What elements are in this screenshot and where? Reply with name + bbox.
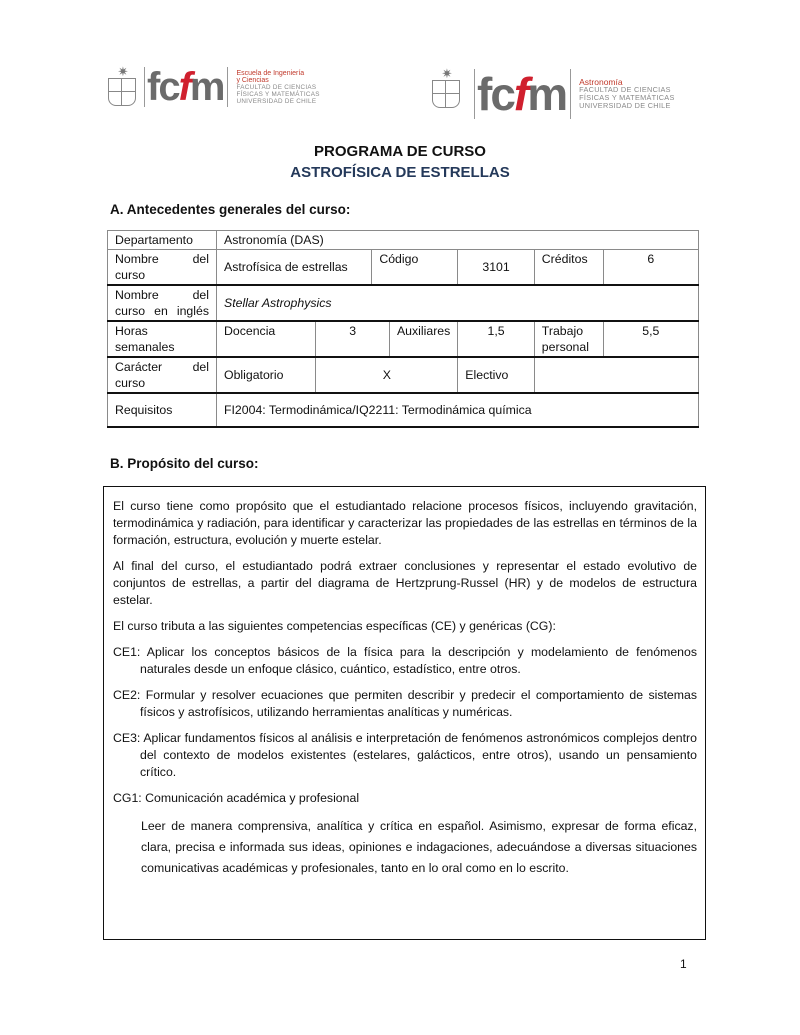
section-a-heading: A. Antecedentes generales del curso: (110, 202, 351, 217)
logo-astronomia (430, 68, 675, 120)
label-docencia: Docencia (217, 321, 316, 357)
university-crest-icon: ✷ (106, 66, 140, 108)
value-docencia: 3 (316, 321, 390, 357)
purpose-box (103, 486, 706, 940)
label-caracter: Carácter del curso (108, 357, 217, 393)
label-nombre-curso: Nombre del curso (108, 250, 217, 286)
logo-text: Astronomía FACULTAD DE CIENCIAS FÍSICAS Y MATEMÁTICAS UNIVERSIDAD DE CHILE (579, 77, 675, 110)
logo-escuela-ingenieria (106, 66, 320, 108)
table-row-departamento (108, 231, 699, 250)
label-codigo: Código (372, 250, 458, 286)
label-electivo: Electivo (458, 357, 535, 393)
label-auxiliares: Auxiliares (389, 321, 457, 357)
label-creditos: Créditos (534, 250, 603, 286)
fcfm-wordmark: fcfm (477, 68, 567, 120)
value-codigo: 3101 (458, 250, 535, 286)
document-title: PROGRAMA DE CURSO (314, 143, 486, 160)
value-departamento: Astronomía (DAS) (217, 231, 699, 250)
section-b-heading: B. Propósito del curso: (110, 456, 259, 471)
page-number: 1 (680, 957, 687, 971)
value-creditos: 6 (603, 250, 698, 286)
logo-divider (474, 69, 475, 119)
competency-ce3: CE3: Aplicar fundamentos físicos al análisis e interpretación de fenómenos astronómicos complejos dentro del contexto de modelos existentes (estelares, galácticos, entre otros), usando un pensamiento crítico. (113, 731, 697, 779)
competency-cg1-body: Leer de manera comprensiva, analítica y crítica en español. Asimismo, expresar de forma eficaz, clara, precisa e informada sus ideas, opiniones e indagaciones, adecuándose a diversas situaciones comunicativas académicas y profesionales, tanto en lo oral como en lo escrito. (141, 819, 697, 875)
purpose-paragraph: El curso tiene como propósito que el estudiantado relacione procesos físicos, incluyendo gravitación, termodinámica y radiación, para identificar y caracterizar las propiedades de las estrellas en términos de la formación, estructura, evolución y muerte estelar. (113, 499, 697, 547)
logo-divider (570, 69, 571, 119)
university-crest-icon: ✷ (430, 68, 470, 120)
table-row-nombre-ingles (108, 285, 699, 321)
value-requisitos: FI2004: Termodinámica/IQ2211: Termodinámica química (217, 393, 699, 427)
course-info-table (107, 230, 699, 428)
label-obligatorio: Obligatorio (217, 357, 316, 393)
competency-ce1: CE1: Aplicar los conceptos básicos de la física para la descripción y modelamiento de fenómenos naturales desde un enfoque clásico, cuántico, estadístico, entre otros. (113, 645, 697, 676)
logo-divider (227, 67, 228, 107)
table-row-caracter (108, 357, 699, 393)
competency-ce2: CE2: Formular y resolver ecuaciones que permiten describir y predecir el comportamiento de sistemas físicos y astrofísicos, utilizando herramientas analíticas y numéricas. (113, 688, 697, 719)
fcfm-wordmark: fcfm (147, 65, 224, 109)
table-row-requisitos (108, 393, 699, 427)
logo-divider (144, 67, 145, 107)
value-auxiliares: 1,5 (458, 321, 535, 357)
value-electivo (534, 357, 698, 393)
value-nombre-curso: Astrofísica de estrellas (217, 250, 372, 286)
value-nombre-ingles: Stellar Astrophysics (217, 285, 699, 321)
logo-text: Escuela de Ingeniería y Ciencias FACULTAD DE CIENCIAS FÍSICAS Y MATEMÁTICAS UNIVERSIDAD DE CHILE (236, 69, 320, 105)
table-row-nombre (108, 250, 699, 286)
table-row-horas (108, 321, 699, 357)
label-trabajo-personal: Trabajo personal (534, 321, 603, 357)
label-requisitos: Requisitos (108, 393, 217, 427)
value-trabajo-personal: 5,5 (603, 321, 698, 357)
label-nombre-ingles: Nombre del curso en inglés (108, 285, 217, 321)
purpose-paragraph: Al final del curso, el estudiantado podrá extraer conclusiones y representar el estado evolutivo de conjuntos de estrellas, a partir del diagrama de Hertzprung-Russel (HR) y de modelos de estructura estelar. (113, 559, 697, 607)
course-title: ASTROFÍSICA DE ESTRELLAS (290, 164, 510, 181)
label-horas-semanales: Horas semanales (108, 321, 217, 357)
purpose-paragraph: El curso tributa a las siguientes competencias específicas (CE) y genéricas (CG): (113, 619, 556, 633)
value-obligatorio: X (316, 357, 458, 393)
label-departamento: Departamento (108, 231, 217, 250)
competency-cg1-title: CG1: Comunicación académica y profesional (113, 791, 360, 805)
